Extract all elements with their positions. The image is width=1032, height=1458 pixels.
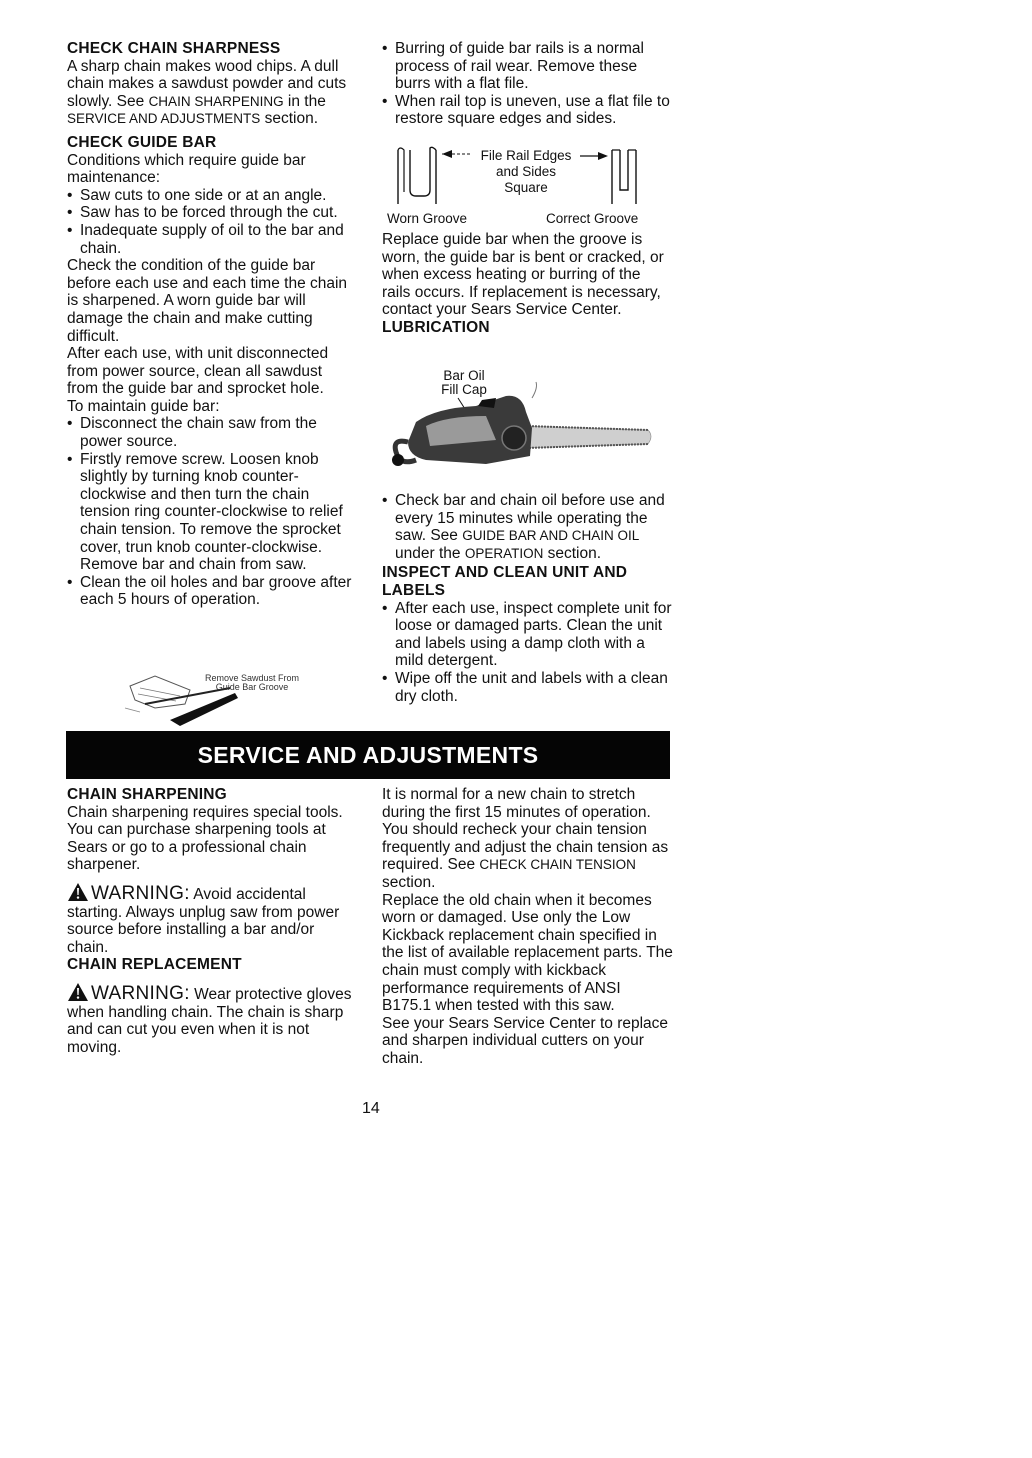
chain-sharpening-text: Chain sharpening requires special tools. You can purchase sharpening tools at Sears or go to a professional chain sharpener.	[67, 803, 343, 874]
groove-label-line1: File Rail Edges	[480, 148, 572, 163]
bar-oil-label-line1: Bar Oil	[443, 368, 485, 383]
clean-groove-figure	[110, 668, 330, 728]
guide-bar-intro: Conditions which require guide bar maintenance:	[67, 151, 306, 187]
groove-label-line3: Square	[504, 180, 548, 195]
chain-stretch-paragraph: It is normal for a new chain to stretch during the first 15 minutes of operation. You should recheck your chain tension frequently and adjust the chain tension as required. See CHECK CHAIN TENSION section.	[382, 786, 669, 891]
figure-caption-line2: Guide Bar Groove	[215, 682, 289, 692]
list-item: • When rail top is uneven, use a flat file to restore square edges and sides.	[382, 93, 672, 128]
guide-bar-conditions	[67, 187, 357, 257]
warning-text: Avoid accidental starting. Always unplug saw from power source before installing a bar and/or chain.	[67, 885, 340, 956]
warning-label: WARNING:	[91, 982, 190, 1004]
service-left-column	[67, 786, 357, 1056]
figure-caption-line1: Remove Sawdust From	[204, 673, 300, 683]
warning-text: Wear protective gloves when handling chain. The chain is sharp and can cut you even when it is not moving.	[67, 985, 352, 1056]
sears-service-paragraph: See your Sears Service Center to replace and sharpen individual cutters on your chain.	[382, 1014, 669, 1067]
section-banner: SERVICE AND ADJUSTMENTS	[66, 731, 670, 779]
worn-groove-label: Worn Groove	[387, 211, 468, 226]
list-item: • Firstly remove screw. Loosen knob slightly by turning knob counter-clockwise and then turn the chain tension ring counter-clockwise to relief chain tension. To remove the sprocket cover, trun knob counter-clockwise. Remove bar and chain from saw.	[67, 451, 357, 574]
lubrication-figure	[386, 368, 656, 468]
guide-bar-para1: Check the condition of the guide bar before each use and each time the chain is sharpened. A worn guide bar will damage the chain and make cutting difficult.	[67, 257, 348, 345]
right-column-lower	[382, 492, 672, 705]
list-item: • After each use, inspect complete unit for loose or damaged parts. Clean the unit and labels using a damp cloth with a mild detergent.	[382, 600, 672, 670]
inspect-bullets	[382, 600, 672, 706]
arrow-right-icon	[580, 152, 608, 160]
warning-triangle-icon	[67, 982, 89, 1002]
guide-bar-steps	[67, 415, 357, 609]
list-item: • Check bar and chain oil before use and every 15 minutes while operating the saw. See GUIDE BAR AND CHAIN OIL under the OPERATION section.	[382, 492, 672, 562]
list-item: • Saw has to be forced through the cut.	[67, 204, 357, 222]
check-chain-sharpness-text: A sharp chain makes wood chips. A dull chain makes a sawdust powder and cuts slowly. See CHAIN SHARPENING in the SERVICE AND ADJUSTMENTS section.	[67, 57, 347, 128]
check-guide-bar-heading: CHECK GUIDE BAR	[67, 133, 217, 151]
lubrication-heading: LUBRICATION	[382, 318, 490, 336]
replace-chain-paragraph: Replace the old chain when it becomes worn or damaged. Use only the Low Kickback replacement chain specified in the list of available replacement parts. The chain must comply with kickback performance requirements of ANSI B175.1 when tested with this saw.	[382, 891, 673, 1015]
list-item: • Inadequate supply of oil to the bar and chain.	[67, 222, 357, 257]
list-item: • Burring of guide bar rails is a normal process of rail wear. Remove these burrs with a flat file.	[382, 40, 672, 93]
arrow-left-icon	[442, 150, 472, 158]
guide-bar-para2: After each use, with unit disconnected from power source, clean all sawdust from the guide bar and sprocket hole.	[67, 345, 329, 398]
replace-guide-bar-paragraph: Replace guide bar when the groove is worn, the guide bar is bent or cracked, or when excess heating or burring of the rails occurs. If replacement is necessary, contact your Sears Service Center.	[382, 231, 664, 319]
check-chain-sharpness-heading: CHECK CHAIN SHARPNESS	[67, 40, 281, 57]
chain-replacement-heading: CHAIN REPLACEMENT	[67, 956, 242, 974]
guide-bar-para3: To maintain guide bar:	[67, 397, 220, 415]
rail-bullets	[382, 40, 672, 128]
groove-label-line2: and Sides	[495, 164, 557, 179]
warning-triangle-icon	[67, 882, 89, 902]
lubrication-bullets	[382, 492, 672, 562]
warning-avoid-starting	[67, 882, 357, 956]
list-item: • Disconnect the chain saw from the power source.	[67, 415, 357, 450]
warning-label: WARNING:	[91, 882, 190, 904]
replace-guide-bar-text	[382, 231, 672, 337]
list-item: • Saw cuts to one side or at an angle.	[67, 187, 357, 205]
list-item: • Clean the oil holes and bar groove after each 5 hours of operation.	[67, 574, 357, 609]
bar-oil-label-line2: Fill Cap	[441, 382, 487, 397]
left-column-top	[67, 40, 357, 609]
correct-groove-label: Correct Groove	[546, 211, 639, 226]
chainsaw-illustration	[386, 368, 656, 468]
service-right-column	[382, 786, 674, 1068]
right-column-top	[382, 40, 672, 128]
page-number: 14	[362, 1100, 380, 1117]
inspect-clean-heading: INSPECT AND CLEAN UNIT AND LABELS	[382, 564, 628, 599]
chain-sharpening-heading: CHAIN SHARPENING	[67, 786, 227, 803]
warning-protective-gloves	[67, 982, 357, 1056]
groove-figure	[384, 144, 674, 230]
list-item: • Wipe off the unit and labels with a clean dry cloth.	[382, 670, 672, 705]
